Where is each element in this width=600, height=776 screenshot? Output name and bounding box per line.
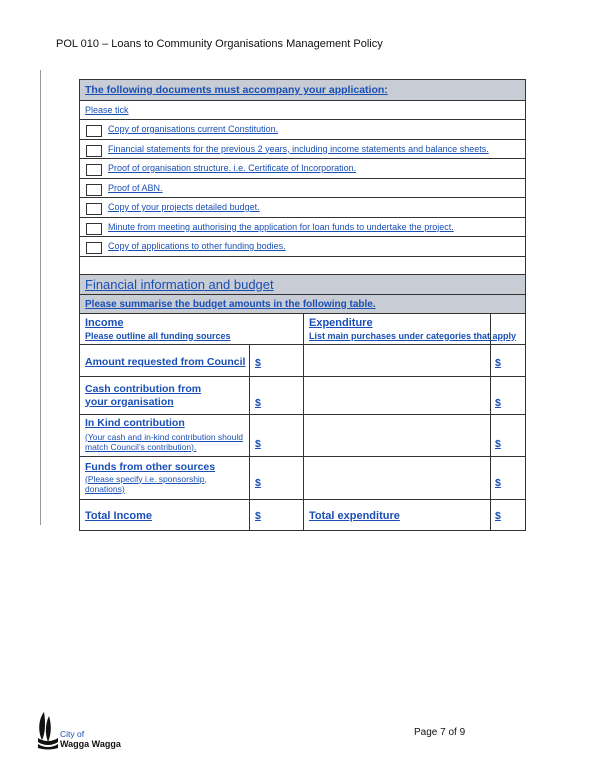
budget-grid bbox=[80, 314, 525, 500]
document-item-financial-statements[interactable] bbox=[80, 140, 525, 160]
expenditure-dollar[interactable]: $ bbox=[495, 437, 501, 450]
checkbox[interactable] bbox=[86, 145, 102, 157]
cash-contribution-line1: Cash contribution from bbox=[85, 382, 202, 395]
checkbox[interactable] bbox=[86, 223, 102, 235]
grid-rule bbox=[80, 414, 525, 415]
spacer-row bbox=[80, 257, 525, 275]
document-item-label: Copy of organisations current Constitution. bbox=[108, 124, 279, 134]
document-item-label: Proof of organisation structure. i.e. Certificate of Incorporation. bbox=[108, 163, 357, 173]
document-item-abn[interactable] bbox=[80, 179, 525, 199]
expenditure-title: Expenditure bbox=[309, 316, 373, 329]
checkbox[interactable] bbox=[86, 184, 102, 196]
grid-divider bbox=[303, 500, 304, 530]
financial-heading-row bbox=[80, 275, 525, 295]
grid-divider bbox=[303, 314, 304, 500]
total-income-label: Total Income bbox=[85, 509, 153, 522]
document-item-minute[interactable] bbox=[80, 218, 525, 238]
totals-row bbox=[80, 500, 525, 530]
income-title: Income bbox=[85, 316, 124, 329]
income-header bbox=[85, 317, 300, 341]
grid-divider bbox=[249, 344, 250, 500]
cash-contribution-label bbox=[85, 383, 245, 408]
document-item-label: Copy of your projects detailed budget. bbox=[108, 202, 260, 212]
logo-name-text: Wagga Wagga bbox=[60, 739, 121, 749]
checkbox[interactable] bbox=[86, 164, 102, 176]
summarise-instruction: Please summarise the budget amounts in the following table. bbox=[85, 298, 376, 310]
document-item-label: Minute from meeting authorising the application for loan funds to undertake the project. bbox=[108, 221, 454, 232]
grid-divider bbox=[249, 500, 250, 530]
document-item-budget[interactable] bbox=[80, 198, 525, 218]
expenditure-dollar[interactable]: $ bbox=[495, 396, 501, 409]
grid-divider bbox=[490, 500, 491, 530]
expenditure-subtitle: List main purchases under categories that apply bbox=[309, 330, 517, 341]
document-item-label: Copy of applications to other funding bodies. bbox=[108, 241, 286, 251]
checkbox[interactable] bbox=[86, 125, 102, 137]
summarise-row bbox=[80, 295, 525, 314]
expenditure-header bbox=[309, 317, 524, 341]
other-sources-note: (Please specify i.e. sponsorship, donations) bbox=[85, 473, 207, 494]
margin-rule bbox=[40, 70, 41, 525]
financial-heading: Financial information and budget bbox=[85, 276, 274, 292]
in-kind-note: (Your cash and in-kind contribution should match Council’s contribution). bbox=[85, 431, 243, 452]
income-dollar[interactable]: $ bbox=[255, 356, 261, 369]
page-number: Page 7 of 9 bbox=[414, 727, 466, 738]
other-sources-title: Funds from other sources bbox=[85, 460, 216, 473]
checkbox[interactable] bbox=[86, 242, 102, 254]
document-item-structure[interactable] bbox=[80, 159, 525, 179]
expenditure-dollar[interactable]: $ bbox=[495, 356, 501, 369]
grid-rule bbox=[80, 456, 525, 457]
in-kind-title: In Kind contribution bbox=[85, 416, 185, 429]
document-item-label: Financial statements for the previous 2 years, including income statements and balance sheets. bbox=[108, 143, 489, 154]
documents-heading: The following documents must accompany your application: bbox=[85, 84, 388, 96]
document-item-label: Proof of ABN. bbox=[108, 182, 163, 193]
checkbox[interactable] bbox=[86, 203, 102, 215]
please-tick-row bbox=[80, 101, 525, 120]
grid-rule bbox=[80, 344, 525, 345]
expenditure-dollar[interactable]: $ bbox=[495, 476, 501, 489]
income-subtitle: Please outline all funding sources bbox=[85, 330, 231, 341]
amount-requested-label: Amount requested from Council bbox=[85, 355, 246, 368]
total-expenditure-label: Total expenditure bbox=[309, 509, 400, 522]
in-kind-contribution-label bbox=[85, 417, 245, 452]
please-tick-label: Please tick bbox=[85, 105, 129, 115]
grid-rule bbox=[80, 376, 525, 377]
grid-divider bbox=[490, 314, 491, 500]
logo-city-text: City of bbox=[60, 729, 85, 739]
total-expenditure-dollar[interactable]: $ bbox=[495, 509, 501, 522]
cash-contribution-line2: your organisation bbox=[85, 395, 174, 408]
income-dollar[interactable]: $ bbox=[255, 437, 261, 450]
income-dollar[interactable]: $ bbox=[255, 476, 261, 489]
documents-heading-row bbox=[80, 80, 525, 101]
document-header-title: POL 010 – Loans to Community Organisations Management Policy bbox=[56, 38, 383, 50]
application-documents-table bbox=[79, 79, 526, 531]
other-sources-label bbox=[85, 461, 245, 499]
document-item-constitution[interactable] bbox=[80, 120, 525, 140]
income-dollar[interactable]: $ bbox=[255, 396, 261, 409]
document-item-other-funding[interactable] bbox=[80, 237, 525, 257]
total-income-dollar[interactable]: $ bbox=[255, 509, 261, 522]
